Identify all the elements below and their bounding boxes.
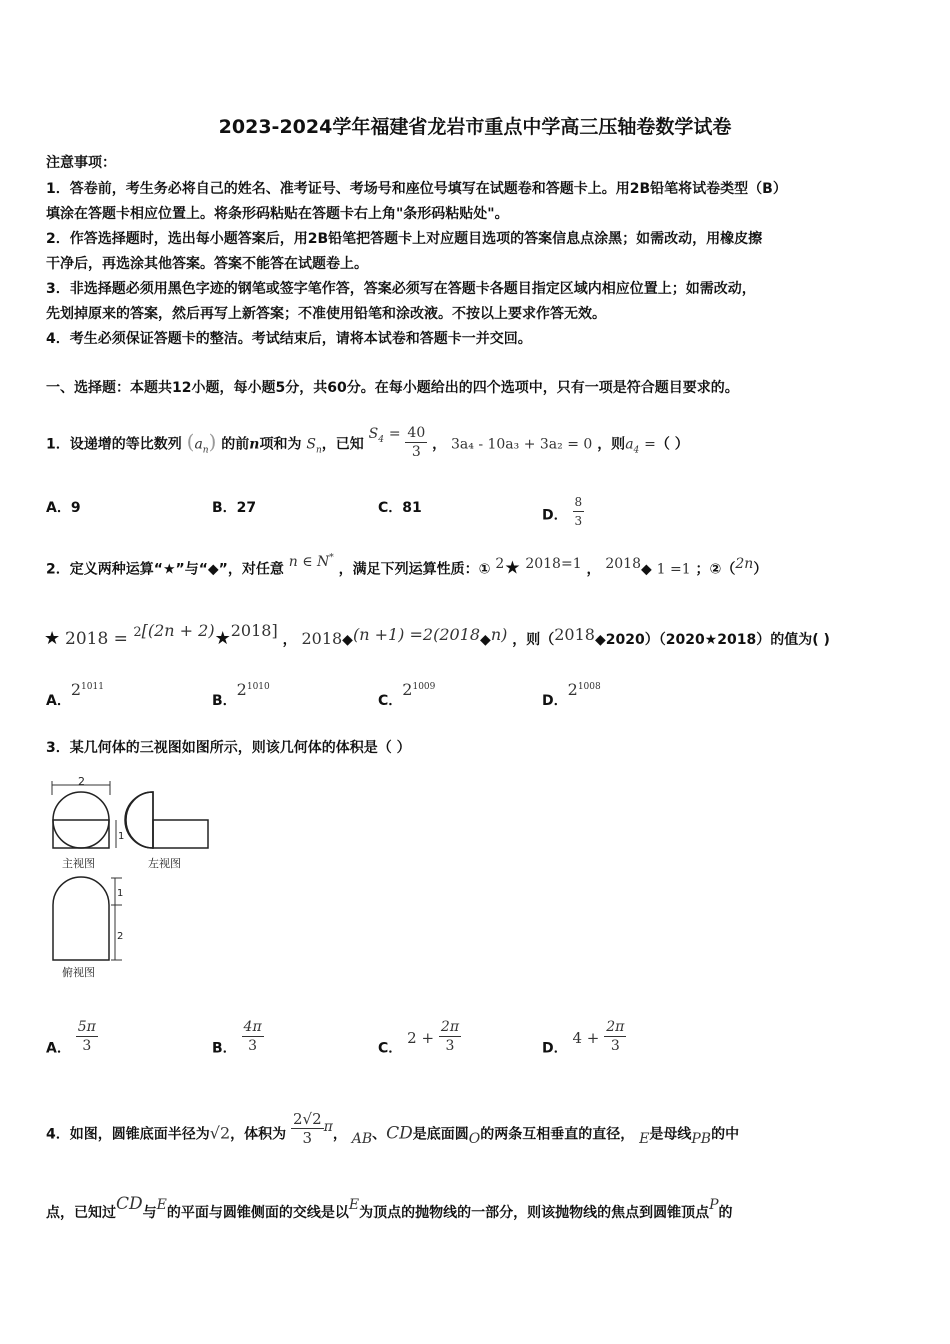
q2-option-b[interactable]: B．$2^{1010}$ bbox=[212, 680, 270, 709]
notice-line: 3．非选择题必须用黑色字迹的钢笔或签字笔作答，答案必须写在答题卡各题目指定区域内相应位置上；如需改动， bbox=[46, 281, 756, 297]
q3-option-b[interactable]: B． $\frac{4\pi}{3}$ bbox=[212, 1019, 262, 1057]
q1-option-b[interactable]: B．27 bbox=[212, 500, 257, 516]
q1-option-a[interactable]: A．9 bbox=[46, 500, 81, 516]
star-icon: ★ bbox=[44, 628, 61, 649]
side-view-label: 左视图 bbox=[148, 857, 181, 870]
question-4-stem: 4．如图，圆锥底面半径为√2，体积为 $\frac{2√2}{3}$ π， AB、CD是底面圆O的两条互相垂直的直径， E是母线PB的中 bbox=[46, 1110, 740, 1147]
diamond-icon: ◆ bbox=[480, 632, 491, 648]
q1-option-d[interactable]: D． $\frac{8}{3}$ bbox=[542, 495, 583, 528]
three-view-figure bbox=[40, 775, 240, 990]
notice-line: 1．答卷前，考生务必将自己的姓名、准考证号、考场号和座位号填写在试题卷和答题卡上。用2B铅笔将试卷类型（B） bbox=[46, 181, 787, 197]
top-view-shape bbox=[53, 877, 109, 960]
front-view-label: 主视图 bbox=[62, 857, 95, 870]
diamond-icon: ◆ bbox=[594, 632, 606, 648]
q3-option-a[interactable]: A． $\frac{5\pi}{3}$ bbox=[46, 1019, 96, 1057]
diamond-icon: ◆ bbox=[342, 632, 353, 648]
side-view-semicircle bbox=[126, 792, 153, 848]
question-2-line2: ★ 2018 = 2[(2n + 2)★2018] ， 2018◆(n +1) =2(2018◆n) ，则（2018◆2020）（2020★2018）的值为( ) bbox=[44, 621, 830, 649]
page-title: 2023-2024学年福建省龙岩市重点中学高三压轴卷数学试卷 bbox=[218, 116, 732, 138]
question-1-stem: 1．设递增的等比数列 $(a_n)$ 的前n项和为 $S_n$，已知 $S_4$ = $\frac{40}{3}$ ， 3a₄ - 10a₃ + 3a₂ = 0 ，则$a_4$ =（ ） bbox=[46, 425, 689, 460]
notice-line: 4．考生必须保证答题卡的整洁。考试结束后，请将本试卷和答题卡一并交回。 bbox=[46, 331, 532, 347]
svg-text:2: 2 bbox=[117, 931, 124, 942]
svg-text:1: 1 bbox=[118, 831, 125, 842]
top-view-label: 俯视图 bbox=[62, 966, 95, 979]
q1-option-c[interactable]: C．81 bbox=[378, 500, 422, 516]
q2-option-c[interactable]: C．$2^{1009}$ bbox=[378, 680, 436, 709]
side-view-rect bbox=[153, 820, 208, 848]
q3-option-c[interactable]: C． 2 + $\frac{2\pi}{3}$ bbox=[378, 1019, 460, 1057]
star-icon: ★ bbox=[214, 628, 231, 649]
q2-option-d[interactable]: D．$2^{1008}$ bbox=[542, 680, 601, 709]
notice-line: 干净后，再选涂其他答案。答案不能答在试题卷上。 bbox=[46, 256, 368, 272]
star-icon: ★ bbox=[504, 557, 521, 579]
question-4-line2: 点，已知过CD与E的平面与圆锥侧面的交线是以E为顶点的抛物线的一部分，则该抛物线的焦点到圆锥顶点P的 bbox=[46, 1194, 733, 1221]
q3-option-d[interactable]: D． 4 + $\frac{2\pi}{3}$ bbox=[542, 1019, 625, 1057]
section-heading: 一、选择题：本题共12小题，每小题5分，共60分。在每小题给出的四个选项中，只有一项是符合题目要求的。 bbox=[46, 380, 739, 396]
notice-heading: 注意事项： bbox=[46, 155, 116, 171]
question-3-stem: 3．某几何体的三视图如图所示，则该几何体的体积是（ ） bbox=[46, 740, 411, 756]
notice-line: 2．作答选择题时，选出每小题答案后，用2B铅笔把答题卡上对应题目选项的答案信息点涂黑；如需改动，用橡皮擦 bbox=[46, 231, 763, 247]
notice-line: 填涂在答题卡相应位置上。将条形码粘贴在答题卡右上角"条形码粘贴处"。 bbox=[46, 206, 509, 222]
notice-line: 先划掉原来的答案，然后再写上新答案；不准使用铅笔和涂改液。不按以上要求作答无效。 bbox=[46, 306, 606, 322]
dim-label: 2 bbox=[78, 775, 85, 788]
front-view-rect bbox=[53, 820, 109, 848]
question-2-stem: 2．定义两种运算“★”与“◆”，对任意 n ∈ N* ，满足下列运算性质：① 2★ 2018=1 ， 2018◆ 1 =1 ；②（2n） bbox=[46, 553, 768, 579]
svg-text:1: 1 bbox=[117, 888, 124, 899]
diamond-icon: ◆ bbox=[641, 561, 652, 578]
q2-option-a[interactable]: A．$2^{1011}$ bbox=[46, 680, 104, 709]
